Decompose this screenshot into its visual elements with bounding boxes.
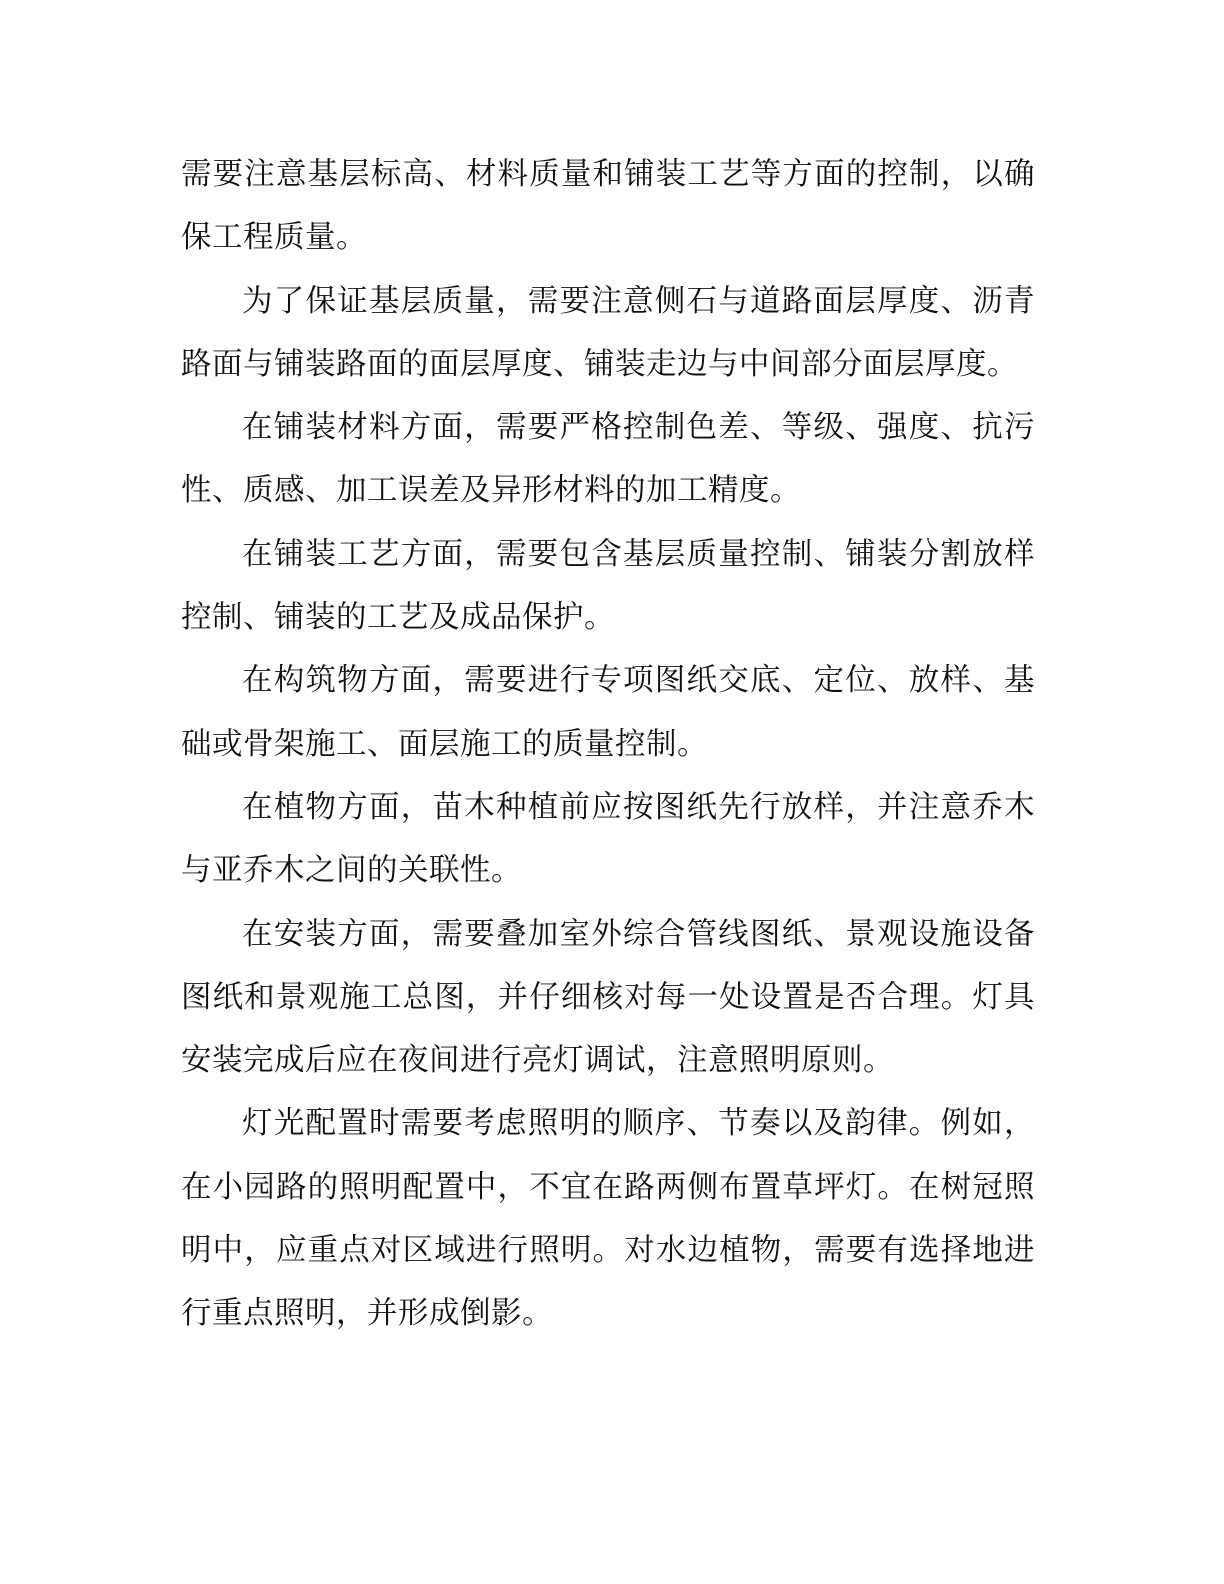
paragraph-7: 在安装方面，需要叠加室外综合管线图纸、景观设施设备图纸和景观施工总图，并仔细核对每一处设置是否合理。灯具安装完成后应在夜间进行亮灯调试，注意照明原则。 [181,916,1035,1079]
paragraph-5: 在构筑物方面，需要进行专项图纸交底、定位、放样、基础或骨架施工、面层施工的质量控制。 [181,663,1035,762]
paragraph-3: 在铺装材料方面，需要严格控制色差、等级、强度、抗污性、质感、加工误差及异形材料的加工精度。 [181,410,1035,509]
paragraph-8: 灯光配置时需要考虑照明的顺序、节奏以及韵律。例如，在小园路的照明配置中，不宜在路两侧布置草坪灯。在树冠照明中，应重点对区域进行照明。对水边植物，需要有选择地进行重点照明，并形成倒影。 [181,1106,1035,1332]
document-body [181,143,1035,1346]
paragraph-4: 在铺装工艺方面，需要包含基层质量控制、铺装分割放样控制、铺装的工艺及成品保护。 [181,536,1035,636]
paragraph-2: 为了保证基层质量，需要注意侧石与道路面层厚度、沥青路面与铺装路面的面层厚度、铺装走边与中间部分面层厚度。 [181,283,1035,382]
paragraph-1: 需要注意基层标高、材料质量和铺装工艺等方面的控制，以确保工程质量。 [181,157,1035,256]
paragraph-6: 在植物方面，苗木种植前应按图纸先行放样，并注意乔木与亚乔木之间的关联性。 [181,789,1035,889]
